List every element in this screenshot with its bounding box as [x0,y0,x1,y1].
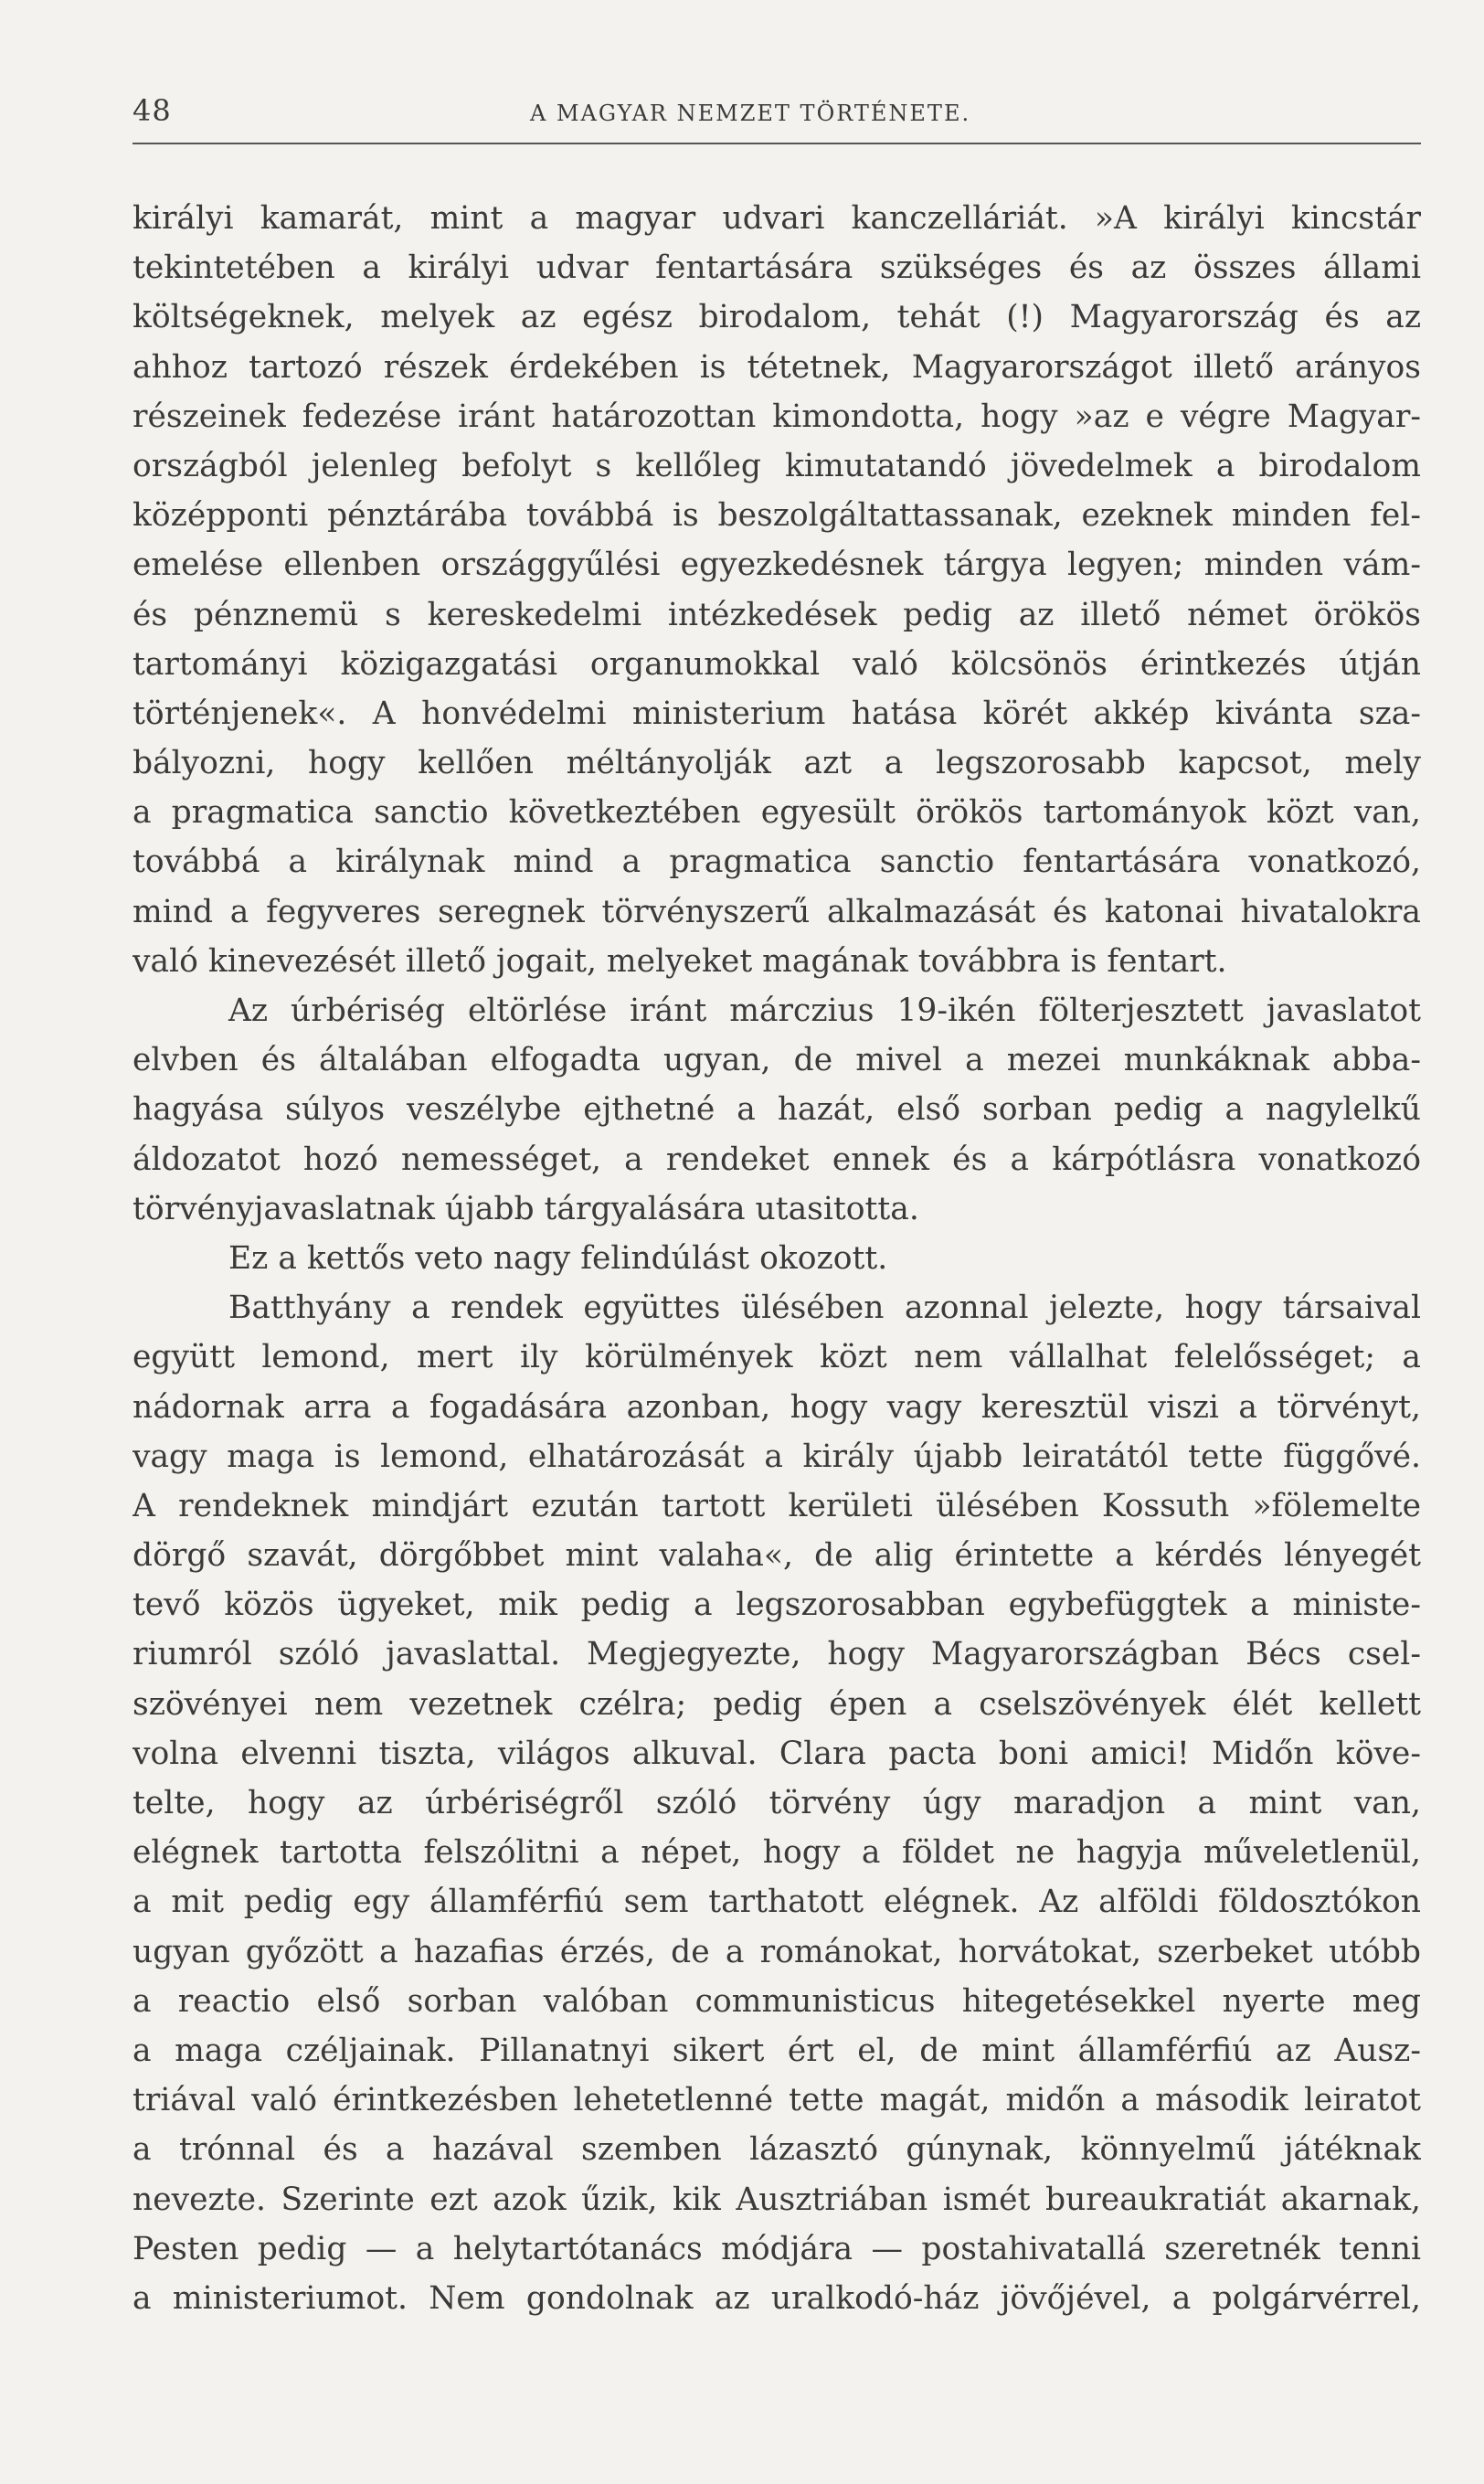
text-line: a ministeriumot. Nem gondolnak az uralkodó-ház jövőjével, a polgárvérrel, [132,2279,1421,2317]
text-line: Az úrbériség eltörlése iránt márczius 19-ikén fölterjesztett javaslatot [228,993,1421,1029]
body-text [132,194,1421,2323]
text-line: tevő közös ügyeket, mik pedig a legszorosabban egybefüggtek a ministe- [132,1587,1421,1624]
text-line: volna elvenni tiszta, világos alkuval. Clara pacta boni amici! Midőn köve- [132,1735,1421,1772]
text-line: Ez a kettős veto nagy felindúlást okozott. [228,1239,888,1277]
text-line: hagyása súlyos veszélybe ejthetné a hazát, első sorban pedig a nagylelkű [132,1091,1421,1129]
text-line: a pragmatica sanctio következtében egyesült örökös tartományok közt van, [132,794,1421,832]
text-line: Batthyány a rendek együttes ülésében azonnal jelezte, hogy társaival [228,1290,1421,1327]
text-line: szövényei nem vezetnek czélra; pedig épen a cselszövények élét kellett [132,1685,1421,1723]
text-line: vagy maga is lemond, elhatározását a király újabb leiratától tette függővé. [132,1438,1421,1475]
text-line: való kinevezését illető jogait, melyeket magának továbbra is fentart. [132,942,1227,980]
text-line: a reactio első sorban valóban communisticus hitegetésekkel nyerte meg [132,1982,1421,2020]
text-line: mind a fegyveres seregnek törvényszerű alkalmazását és katonai hivatalokra [132,893,1421,930]
text-line: középponti pénztárába továbbá is beszolgáltattassanak, ezeknek minden fel- [132,497,1421,535]
text-line: Pesten pedig — a helytartótanács módjára — postahivatallá szeretnék tenni [132,2230,1421,2267]
text-line: továbbá a királynak mind a pragmatica sanctio fentartására vonatkozó, [132,844,1421,881]
text-line: triával való érintkezésben lehetetlenné tette magát, midőn a második leiratot [132,2082,1421,2119]
text-line: nádornak arra a fogadására azonban, hogy vagy keresztül viszi a törvényt, [132,1388,1421,1426]
text-line: részeinek fedezése iránt határozottan kimondotta, hogy »az e végre Magyar- [132,398,1421,435]
text-line: dörgő szavát, dörgőbbet mint valaha«, de alig érintette a kérdés lényegét [132,1537,1421,1575]
text-line: a maga czéljainak. Pillanatnyi sikert ért el, de mint államférfiú az Ausz- [132,2032,1421,2069]
text-line: országból jelenleg befolyt s kellőleg kimutatandó jövedelmek a birodalom [132,447,1421,484]
text-line: ugyan győzött a hazafias érzés, de a románokat, horvátokat, szerbeket utóbb [132,1933,1421,1970]
text-line: és pénznemü s kereskedelmi intézkedések pedig az illető német örökös [132,596,1421,633]
text-line: riumról szóló javaslattal. Megjegyezte, hogy Magyarországban Bécs csel- [132,1636,1421,1673]
text-line: a trónnal és a hazával szemben lázasztó gúnynak, könnyelmű játéknak [132,2131,1421,2169]
page-header [132,88,1421,144]
text-line: telte, hogy az úrbériségről szóló törvény úgy maradjon a mint van, [132,1785,1421,1821]
page-number: 48 [132,93,172,128]
text-line: bályozni, hogy kellően méltányolják azt a legszorosabb kapcsot, mely [132,745,1421,782]
text-line: emelése ellenben országgyűlési egyezkedésnek tárgya legyen; minden vám- [132,547,1421,584]
text-line: áldozatot hozó nemességet, a rendeket ennek és a kárpótlásra vonatkozó [132,1141,1421,1178]
text-line: a mit pedig egy államférfiú sem tarthatott elégnek. Az alföldi földosztókon [132,1884,1421,1921]
text-line: nevezte. Szerinte ezt azok űzik, kik Ausztriában ismét bureaukratiát akarnak, [132,2181,1421,2218]
text-line: együtt lemond, mert ily körülmények közt nem vállalhat felelősséget; a [132,1339,1421,1376]
text-line: elvben és általában elfogadta ugyan, de mivel a mezei munkáknak abba- [132,1042,1421,1079]
text-line: költségeknek, melyek az egész birodalom, tehát (!) Magyarország és az [132,299,1421,336]
text-line: történjenek«. A honvédelmi ministerium hatása körét akkép kivánta sza- [132,695,1421,732]
text-line: tekintetében a királyi udvar fentartására szükséges és az összes állami [132,249,1421,287]
running-title: A MAGYAR NEMZET TÖRTÉNETE. [530,101,971,126]
text-line: királyi kamarát, mint a magyar udvari kanczelláriát. »A királyi kincstár [132,200,1421,237]
text-line: ahhoz tartozó részek érdekében is tétetnek, Magyarországot illető arányos [132,348,1421,386]
text-line: tartományi közigazgatási organumokkal való kölcsönös érintkezés útján [132,645,1421,683]
text-line: elégnek tartotta felszólitni a népet, hogy a földet ne hagyja műveletlenül, [132,1834,1421,1872]
text-line: A rendeknek mindjárt ezután tartott kerületi ülésében Kossuth »fölemelte [132,1487,1421,1524]
text-line: törvényjavaslatnak újabb tárgyalására utasitotta. [132,1190,919,1227]
